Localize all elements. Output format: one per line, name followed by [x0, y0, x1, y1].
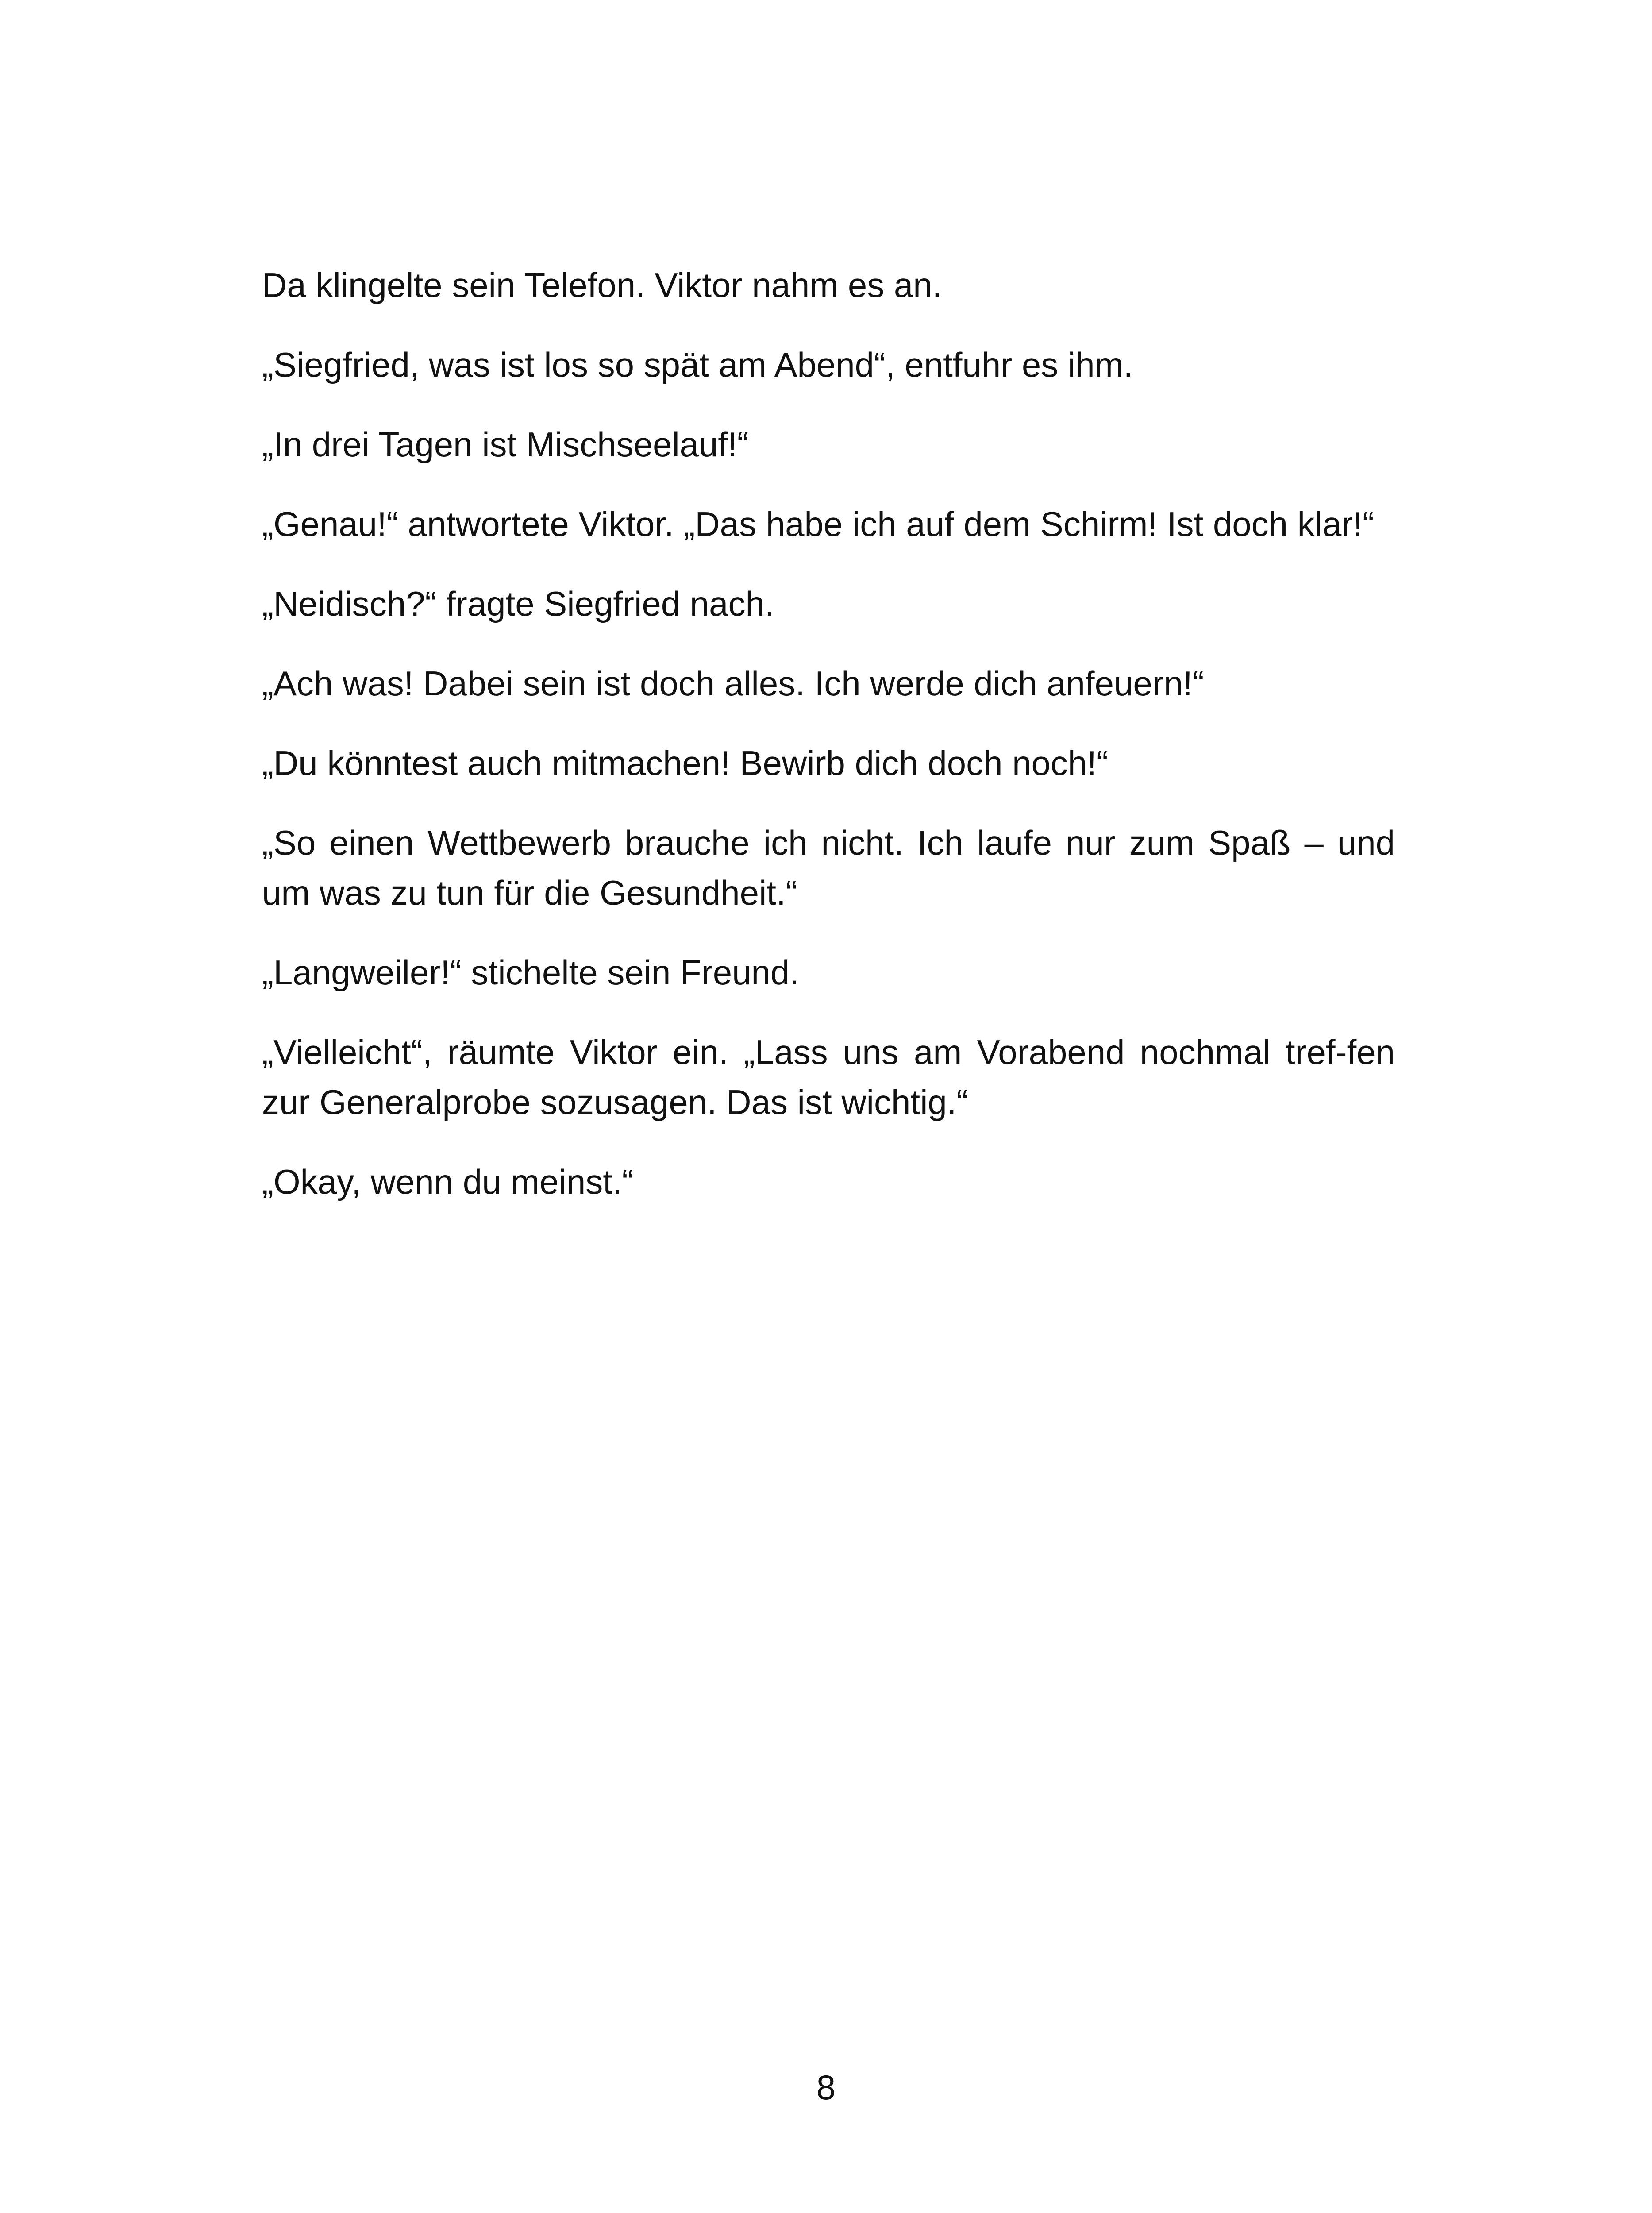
body-text	[262, 260, 1395, 1237]
paragraph-2: „Siegfried, was ist los so spät am Abend“, entfuhr es ihm.	[262, 345, 1133, 384]
paragraph-11: „Okay, wenn du meinst.“	[262, 1162, 634, 1201]
paragraph-1: Da klingelte sein Telefon. Viktor nahm es an.	[262, 266, 942, 305]
paragraph-6: „Ach was! Dabei sein ist doch alles. Ich werde dich anfeuern!“	[262, 664, 1204, 703]
paragraph-4: „Genau!“ antwortete Viktor. „Das habe ich auf dem Schirm! Ist doch klar!“	[262, 505, 1374, 544]
paragraph-7: „Du könntest auch mitmachen! Bewirb dich doch noch!“	[262, 744, 1108, 783]
paragraph-10: „Vielleicht“, räumte Viktor ein. „Lass uns am Vorabend nochmal tref-fen zur Generalprobe sozusagen. Das ist wichtig.“	[262, 1033, 1395, 1122]
paragraph-5: „Neidisch?“ fragte Siegfried nach.	[262, 584, 774, 623]
paragraph-3: „In drei Tagen ist Mischseelauf!“	[262, 425, 749, 464]
paragraph-8: „So einen Wettbewerb brauche ich nicht. Ich laufe nur zum Spaß – und um was zu tun für die Gesundheit.“	[262, 823, 1395, 912]
page-number: 8	[816, 2068, 836, 2107]
paragraph-9: „Langweiler!“ stichelte sein Freund.	[262, 953, 799, 992]
